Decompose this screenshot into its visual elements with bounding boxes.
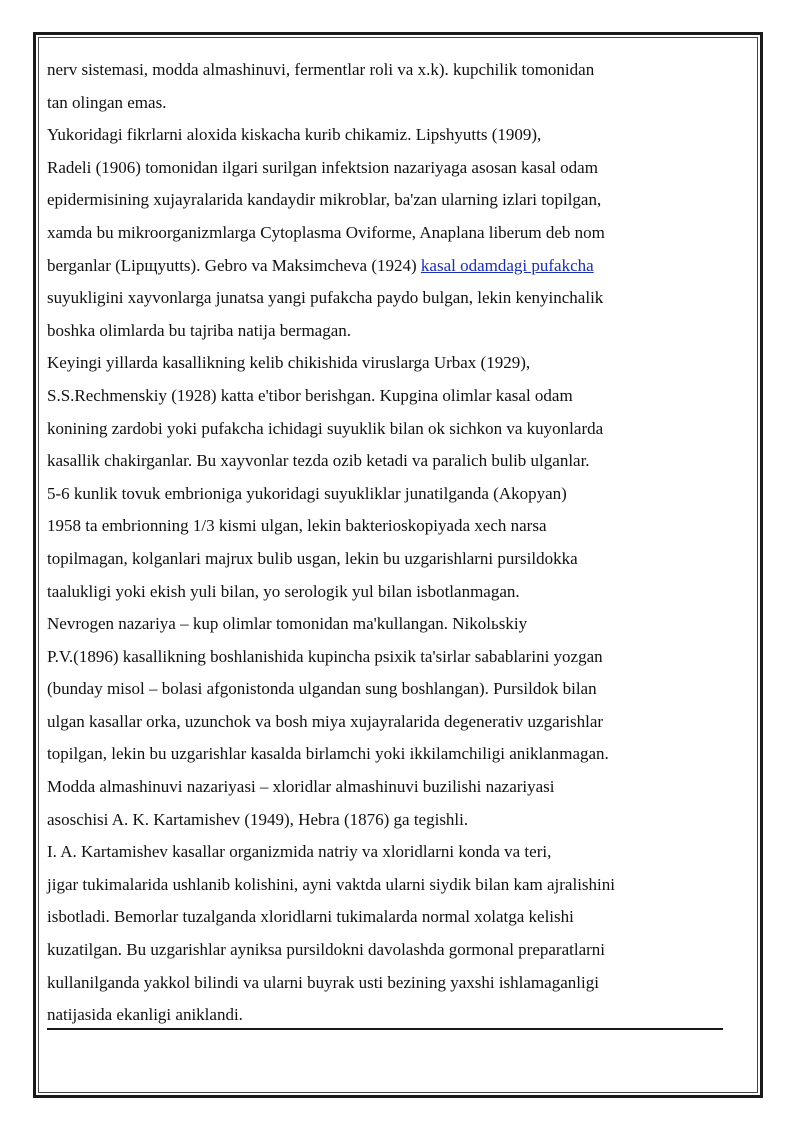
- text-line-17: taalukligi yoki ekish yuli bilan, yo serologik yul bilan isbotlanmagan.: [47, 581, 520, 601]
- text-line-9: boshka olimlarda bu tajriba natija bermagan.: [47, 320, 352, 340]
- text-line-11: S.S.Rechmenskiy (1928) katta e'tibor berishgan. Kupgina olimlar kasal odam: [47, 385, 573, 405]
- text-line-6: xamda bu mikroorganizmlarga Cytoplasma Oviforme, Anaplana liberum deb nom: [47, 222, 605, 242]
- text-line-7-prefix: berganlar (Lipщyutts). Gebro va Maksimcheva (1924): [47, 255, 421, 275]
- inline-link[interactable]: kasal odamdagi pufakcha: [420, 255, 594, 275]
- text-line-14: 5-6 kunlik tovuk embrioniga yukoridagi suyukliklar junatilganda (Akopyan): [47, 483, 567, 503]
- text-line-22: topilgan, lekin bu uzgarishlar kasalda birlamchi yoki ikkilamchiligi aniklanmagan.: [47, 744, 609, 764]
- text-line-10: Keyingi yillarda kasallikning kelib chikishida viruslarga Urbax (1929),: [47, 353, 531, 373]
- text-line-5: epidermisining xujayralarida kandaydir mikroblar, ba'zan ularning izlari topilgan,: [47, 190, 602, 210]
- text-line-18: Nevrogen nazariya – kup olimlar tomonidan ma'kullangan. Nikolьskiy: [47, 614, 528, 634]
- text-line-27: isbotladi. Bemorlar tuzalganda xloridlarni tukimalarda normal xolatga kelishi: [47, 907, 574, 927]
- text-line-12: konining zardobi yoki pufakcha ichidagi suyuklik bilan ok sichkon va kuyonlarda: [47, 418, 604, 438]
- text-line-13: kasallik chakirganlar. Bu xayvonlar tezda ozib ketadi va paralich bulib ulganlar.: [47, 451, 590, 471]
- text-line-26: jigar tukimalarida ushlanib kolishini, ayni vaktda ularni siydik bilan kam ajralishini: [47, 874, 615, 894]
- text-line-29: kullanilganda yakkol bilindi va ularni buyrak usti bezining yaxshi ishlamaganligi: [47, 972, 599, 992]
- text-line-21: ulgan kasallar orka, uzunchok va bosh miya xujayralarida degenerativ uzgarishlar: [47, 711, 604, 731]
- text-line-2: tan olingan emas.: [47, 92, 167, 112]
- text-line-1: nerv sistemasi, modda almashinuvi, fermentlar roli va x.k). kupchilik tomonidan: [47, 60, 595, 79]
- bottom-divider: [47, 1028, 723, 1030]
- text-line-25: I. A. Kartamishev kasallar organizmida natriy va xloridlarni konda va teri,: [47, 842, 552, 862]
- text-line-8: suyukligini xayvonlarga junatsa yangi pufakcha paydo bulgan, lekin kenyinchalik: [47, 288, 604, 308]
- text-line-16: topilmagan, kolganlari majrux bulib usgan, lekin bu uzgarishlarni pursildokka: [47, 548, 578, 568]
- text-line-19: P.V.(1896) kasallikning boshlanishida kupincha psixik ta'sirlar sabablarini yozgan: [47, 646, 603, 666]
- text-line-28: kuzatilgan. Bu uzgarishlar ayniksa pursildokni davolashda gormonal preparatlarni: [47, 940, 606, 960]
- text-line-15: 1958 ta embrionning 1/3 kismi ulgan, lekin bakterioskopiyada xech narsa: [47, 516, 547, 536]
- text-line-20: (bunday misol – bolasi afgonistonda ulgandan sung boshlangan). Pursildok bilan: [47, 679, 597, 699]
- text-line-4: Radeli (1906) tomonidan ilgari surilgan infektsion nazariyaga asosan kasal odam: [47, 157, 598, 177]
- text-line-23: Modda almashinuvi nazariyasi – xloridlar almashinuvi buzilishi nazariyasi: [47, 777, 555, 797]
- document-body: [47, 54, 737, 1032]
- text-line-3: Yukoridagi fikrlarni aloxida kiskacha kurib chikamiz. Lipshyutts (1909),: [47, 125, 542, 145]
- text-line-30: natijasida ekanligi aniklandi.: [47, 1005, 243, 1025]
- text-line-24: asoschisi A. K. Kartamishev (1949), Hebra (1876) ga tegishli.: [47, 809, 469, 829]
- text-line-7: [47, 250, 737, 283]
